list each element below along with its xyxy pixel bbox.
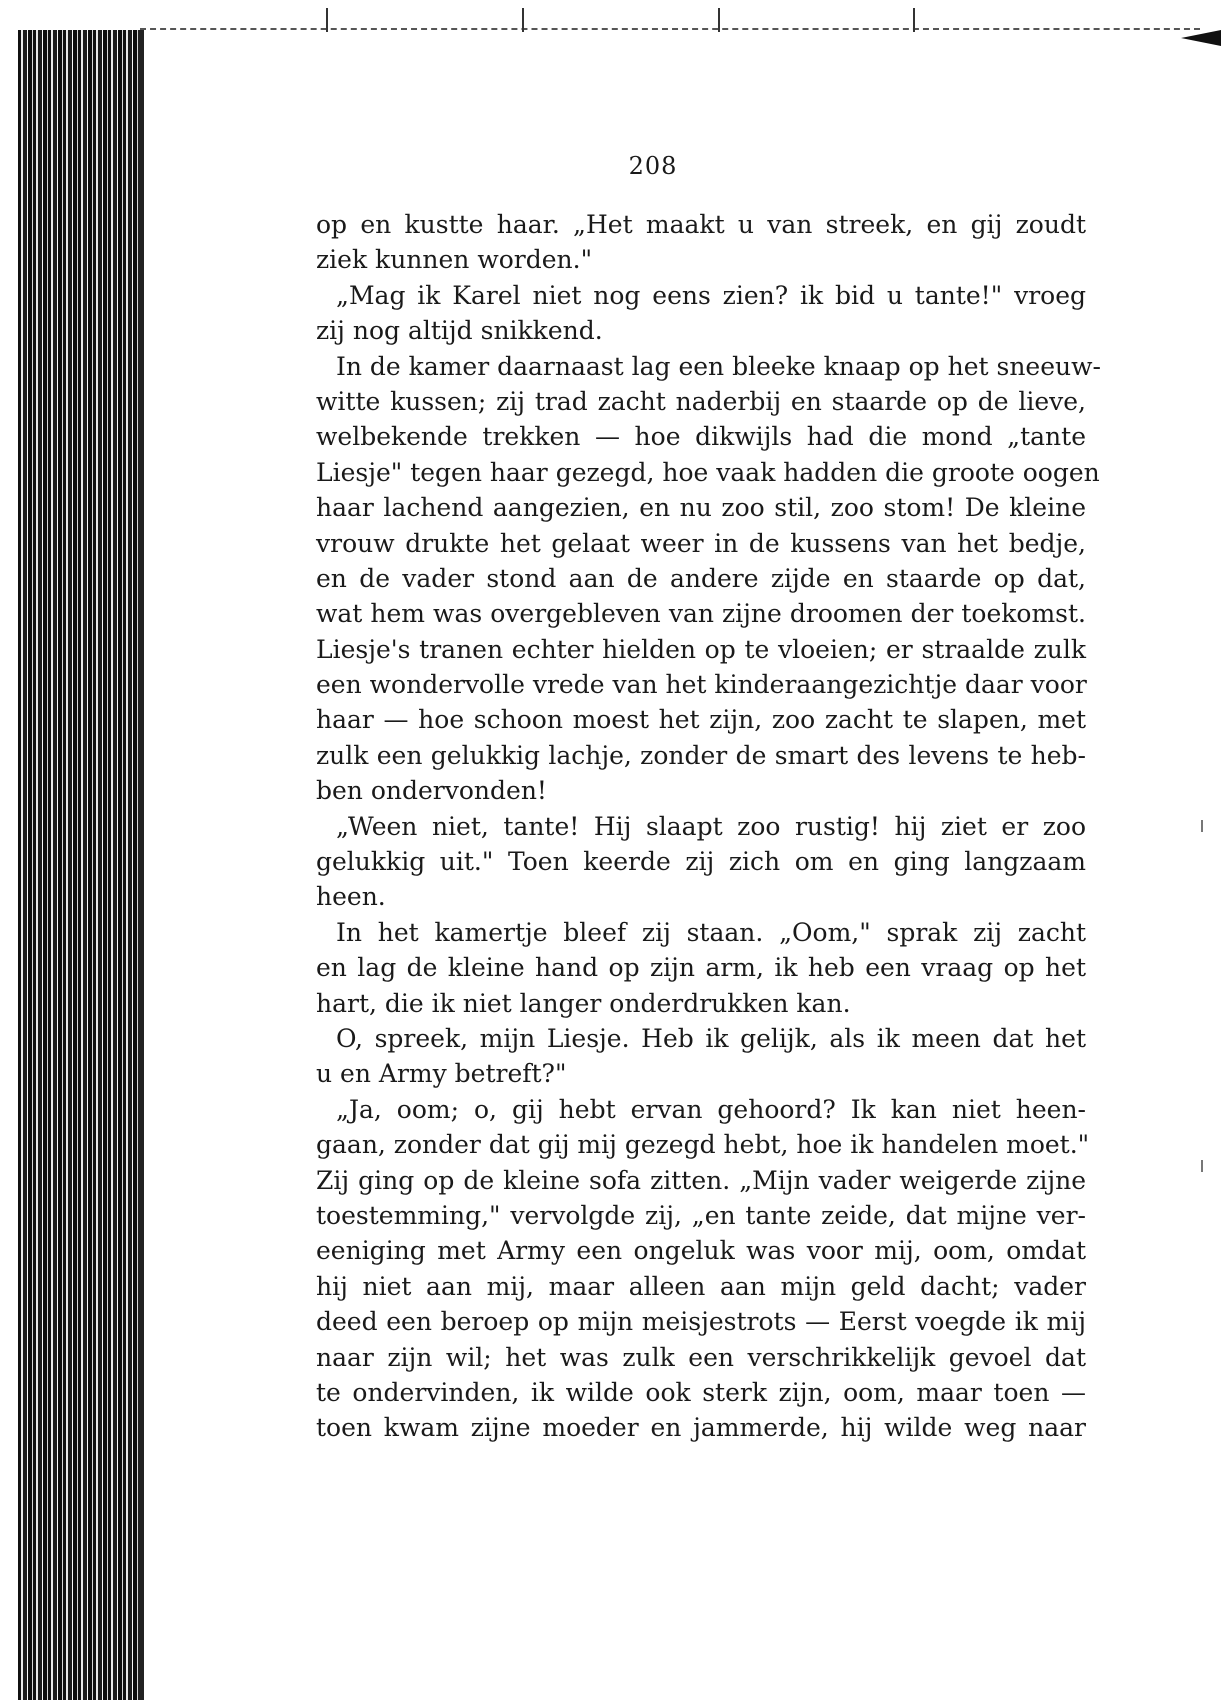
text-line: „Ween niet, tante! Hij slaapt zoo rustig! hij ziet er zoo (336, 811, 1086, 841)
text-line: vrouw drukte het gelaat weer in de kussens van het bedje, (316, 528, 1086, 558)
text-line: hij niet aan mij, maar alleen aan mijn geld dacht; vader (316, 1271, 1086, 1301)
text-line: te ondervinden, ik wilde ook sterk zijn, oom, maar toen — (316, 1377, 1086, 1407)
text-line: en de vader stond aan de andere zijde en staarde op dat, (316, 563, 1086, 593)
text-line: zulk een gelukkig lachje, zonder de smart des levens te heb- (316, 740, 1086, 770)
text-line: heen. (316, 882, 386, 912)
text-line: hart, die ik niet langer onderdrukken kan. (316, 988, 851, 1018)
text-line: welbekende trekken — hoe dikwijls had die mond „tante (316, 422, 1086, 452)
text-line: wat hem was overgebleven van zijne droomen der toekomst. (316, 599, 1086, 629)
edge-tick-mark (718, 8, 720, 32)
text-line: gaan, zonder dat gij mij gezegd hebt, hoe ik handelen moet." (316, 1130, 1090, 1160)
text-line: deed een beroep op mijn meisjestrots — Eerst voegde ik mij (316, 1307, 1086, 1337)
text-line: toestemming," vervolgde zij, „en tante zeide, dat mijne ver- (316, 1200, 1086, 1230)
text-line: „Ja, oom; o, gij hebt ervan gehoord? Ik kan niet heen- (336, 1094, 1086, 1124)
edge-tick-mark (522, 8, 524, 32)
text-line: u en Army betreft?" (316, 1059, 567, 1089)
text-line: ziek kunnen worden." (316, 245, 593, 275)
text-line: gelukkig uit." Toen keerde zij zich om en ging langzaam (316, 847, 1086, 877)
text-line: In de kamer daarnaast lag een bleeke knaap op het sneeuw- (336, 351, 1101, 381)
edge-tick-mark (913, 8, 915, 32)
text-line: en lag de kleine hand op zijn arm, ik heb een vraag op het (316, 953, 1086, 983)
text-line: witte kussen; zij trad zacht naderbij en staarde op de lieve, (316, 386, 1086, 416)
text-line: ben ondervonden! (316, 776, 547, 806)
body-text (316, 207, 1101, 1446)
scan-speck (1201, 820, 1203, 832)
text-line: O, spreek, mijn Liesje. Heb ik gelijk, als ik meen dat het (336, 1023, 1086, 1053)
text-line: Zij ging op de kleine sofa zitten. „Mijn vader weigerde zijne (316, 1165, 1086, 1195)
text-line: Liesje" tegen haar gezegd, hoe vaak hadden die groote oogen (316, 457, 1100, 487)
text-line: eeniging met Army een ongeluk was voor mij, oom, omdat (316, 1236, 1086, 1266)
text-line: op en kustte haar. „Het maakt u van streek, en gij zoudt (316, 210, 1086, 239)
text-line: haar — hoe schoon moest het zijn, zoo zacht te slapen, met (316, 705, 1086, 735)
scan-speck (1201, 1160, 1203, 1172)
page-top-edge (140, 28, 1200, 30)
scan-arrow-icon (1181, 30, 1221, 46)
text-line: „Mag ik Karel niet nog eens zien? ik bid u tante!" vroeg (336, 280, 1086, 310)
page-number: 208 (628, 152, 678, 180)
book-spine-binding (18, 30, 140, 1700)
text-line: naar zijn wil; het was zulk een verschrikkelijk gevoel dat (316, 1342, 1086, 1372)
edge-tick-mark (326, 8, 328, 32)
text-line: een wondervolle vrede van het kinderaangezichtje daar voor (316, 670, 1087, 700)
text-line: zij nog altijd snikkend. (316, 316, 603, 346)
text-line: toen kwam zijne moeder en jammerde, hij wilde weg naar (316, 1413, 1086, 1443)
text-line: In het kamertje bleef zij staan. „Oom," sprak zij zacht (336, 917, 1086, 947)
text-line: Liesje's tranen echter hielden op te vloeien; er straalde zulk (316, 634, 1086, 664)
text-line: haar lachend aangezien, en nu zoo stil, zoo stom! De kleine (316, 493, 1086, 523)
